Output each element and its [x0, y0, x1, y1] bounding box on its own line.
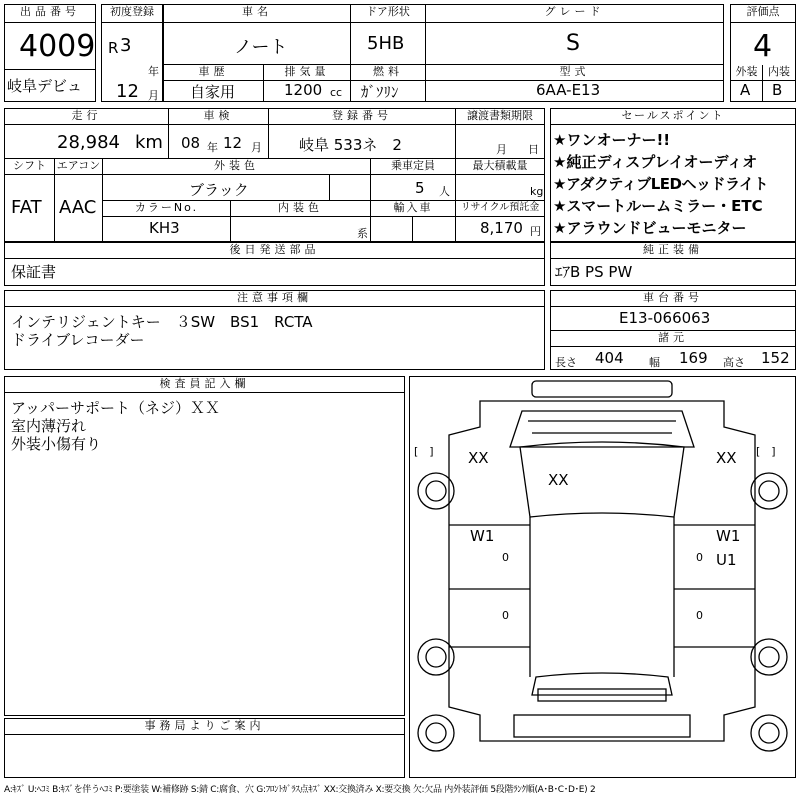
car-info-box: [163, 4, 724, 102]
mileage-label: 走行: [5, 109, 169, 125]
notes-label: 注意事項欄: [5, 291, 544, 307]
car-name-label: 車名: [164, 5, 351, 23]
first-reg-box: [101, 4, 163, 102]
ac: AAC: [59, 197, 97, 218]
notes-box: [4, 290, 545, 370]
recycle-unit: 円: [530, 225, 541, 238]
mark-hood: XX: [548, 471, 569, 489]
mileage-unit: km: [135, 132, 163, 153]
color-no: KH3: [149, 219, 180, 237]
inspection-label: 車検: [169, 109, 269, 125]
insp-year-unit: 年: [207, 141, 218, 154]
mark-door-right-2: U1: [716, 551, 737, 569]
length-label: 長さ: [555, 356, 577, 369]
transfer-day: 日: [528, 143, 539, 156]
mileage: 28,984: [57, 132, 120, 153]
insp-month-unit: 月: [251, 141, 262, 154]
later-parts-value: 保証書: [11, 263, 57, 281]
venue: 岐阜デビュ: [7, 77, 83, 95]
later-parts-box: [4, 242, 545, 286]
car-diagram: [409, 376, 796, 778]
mark-door-left: W1: [470, 527, 495, 545]
grade-label: グレード: [426, 5, 723, 23]
sales-point-item: ★ワンオーナー!!: [553, 131, 671, 149]
year-unit: 年: [148, 65, 159, 78]
ac-label: エアコン: [55, 159, 103, 175]
bracket-right: [ ]: [756, 445, 776, 458]
score-box: [730, 4, 796, 102]
capacity-label: 乗車定員: [371, 159, 456, 175]
chassis-number: E13-066063: [619, 309, 711, 327]
mark-door-right: W1: [716, 527, 741, 545]
zero-mark: 0: [502, 551, 509, 564]
exterior-color: ブラック: [189, 181, 249, 199]
insp-year: 08: [181, 134, 201, 152]
inspector-box: [4, 376, 405, 716]
era: R: [108, 39, 119, 57]
int-grade: B: [772, 81, 783, 99]
car-name: ノート: [234, 37, 288, 58]
transfer-label: 譲渡書類期限: [456, 109, 544, 125]
zero-mark: 0: [696, 551, 703, 564]
interior-color-unit: 系: [357, 227, 368, 240]
score: 4: [753, 29, 773, 64]
reg-number: 岐阜 533ネ 2: [299, 136, 402, 154]
mark-front-right: XX: [716, 449, 737, 467]
displacement-label: 排気量: [264, 65, 351, 81]
inspector-line: 室内薄汚れ: [11, 417, 87, 435]
lot-box: [4, 4, 96, 102]
displacement-unit: cc: [330, 86, 343, 99]
inspector-line: アッパーサポート（ネジ）ＸＸ: [11, 399, 220, 417]
displacement: 1200: [284, 81, 323, 99]
year-num: 3: [120, 35, 132, 56]
int-label: 内装: [763, 65, 795, 81]
max-load-unit: kg: [530, 185, 544, 198]
notes-line: ドライブレコーダー: [11, 331, 145, 349]
zero-mark: 0: [696, 609, 703, 622]
door-type: 5HB: [367, 33, 405, 54]
lot-number: 4009: [19, 29, 96, 64]
ext-label: 外装: [731, 65, 763, 81]
chassis-label: 車台番号: [551, 291, 795, 307]
shift-label: シフト: [5, 159, 55, 175]
specs-label: 諸元: [551, 331, 795, 347]
sales-point-item: ★アラウンドビューモニター: [553, 219, 747, 237]
sales-point-item: ★スマートルームミラー・ETC: [553, 197, 763, 215]
sales-point-item: ★アダクティブLEDヘッドライト: [553, 175, 769, 193]
model-label: 型式: [426, 65, 723, 81]
recycle: 8,170: [480, 219, 523, 237]
exterior-color-label: 外装色: [103, 159, 371, 175]
later-parts-label: 後日発送部品: [5, 243, 544, 259]
interior-color-label: 内装色: [231, 201, 371, 217]
first-reg-label: 初度登録: [102, 5, 162, 23]
length: 404: [595, 349, 624, 367]
mark-front-left: XX: [468, 449, 489, 467]
fuel: ｶﾞｿﾘﾝ: [361, 83, 399, 101]
equipment-box: [550, 242, 796, 286]
reg-label: 登録番号: [269, 109, 456, 125]
model: 6AA-E13: [536, 81, 601, 99]
sales-point-item: ★純正ディスプレイオーディオ: [553, 153, 758, 171]
fuel-label: 燃料: [351, 65, 426, 81]
month-unit: 月: [148, 89, 159, 102]
grade: S: [566, 31, 580, 56]
transfer-month: 月: [496, 143, 507, 156]
bracket-left: [ ]: [414, 445, 434, 458]
history-label: 車歴: [164, 65, 264, 81]
insp-month: 12: [223, 134, 243, 152]
score-label: 評価点: [731, 5, 795, 23]
height-label: 高さ: [723, 356, 745, 369]
lot-label: 出品番号: [5, 5, 95, 23]
zero-mark: 0: [502, 609, 509, 622]
car-outline-drawing: [410, 377, 795, 777]
recycle-label: リサイクル預託金: [456, 201, 544, 217]
max-load-label: 最大積載量: [456, 159, 544, 175]
door-label: ドア形状: [351, 5, 426, 23]
chassis-box: [550, 290, 796, 370]
capacity-unit: 人: [439, 185, 450, 198]
office-box: [4, 718, 405, 778]
height: 152: [761, 349, 790, 367]
color-no-label: カラーNo.: [103, 201, 231, 217]
sales-points-box: [550, 108, 796, 242]
inspector-line: 外装小傷有り: [11, 435, 102, 453]
legend: A:ｷｽﾞ U:ﾍｺﾐ B:ｷｽﾞを伴うﾍｺﾐ P:要塗装 W:補修跡 S:錆 C:腐食、穴 G:ﾌﾛﾝﾄｶﾞﾗｽ点ｷｽﾞ XX:交換済み X:要交換 欠:欠品 内外装評価 5段階ﾗﾝｸ順(A･B･C･D･E) 2: [4, 785, 596, 795]
import-label: 輸入車: [371, 201, 456, 217]
width-label: 幅: [649, 356, 660, 369]
notes-line: インテリジェントキー ３SW BS1 RCTA: [11, 313, 313, 331]
month-num: 12: [116, 81, 139, 102]
office-label: 事務局よりご案内: [5, 719, 404, 735]
sales-points-label: セールスポイント: [551, 109, 795, 125]
vehicle-box: [4, 108, 545, 242]
capacity: 5: [415, 179, 425, 197]
width: 169: [679, 349, 708, 367]
equipment-value: ｴｱB PS PW: [555, 263, 633, 281]
equipment-label: 純正装備: [551, 243, 795, 259]
history: 自家用: [190, 83, 236, 101]
inspector-label: 検査員記入欄: [5, 377, 404, 393]
shift: FAT: [11, 197, 42, 218]
ext-grade: A: [740, 81, 751, 99]
